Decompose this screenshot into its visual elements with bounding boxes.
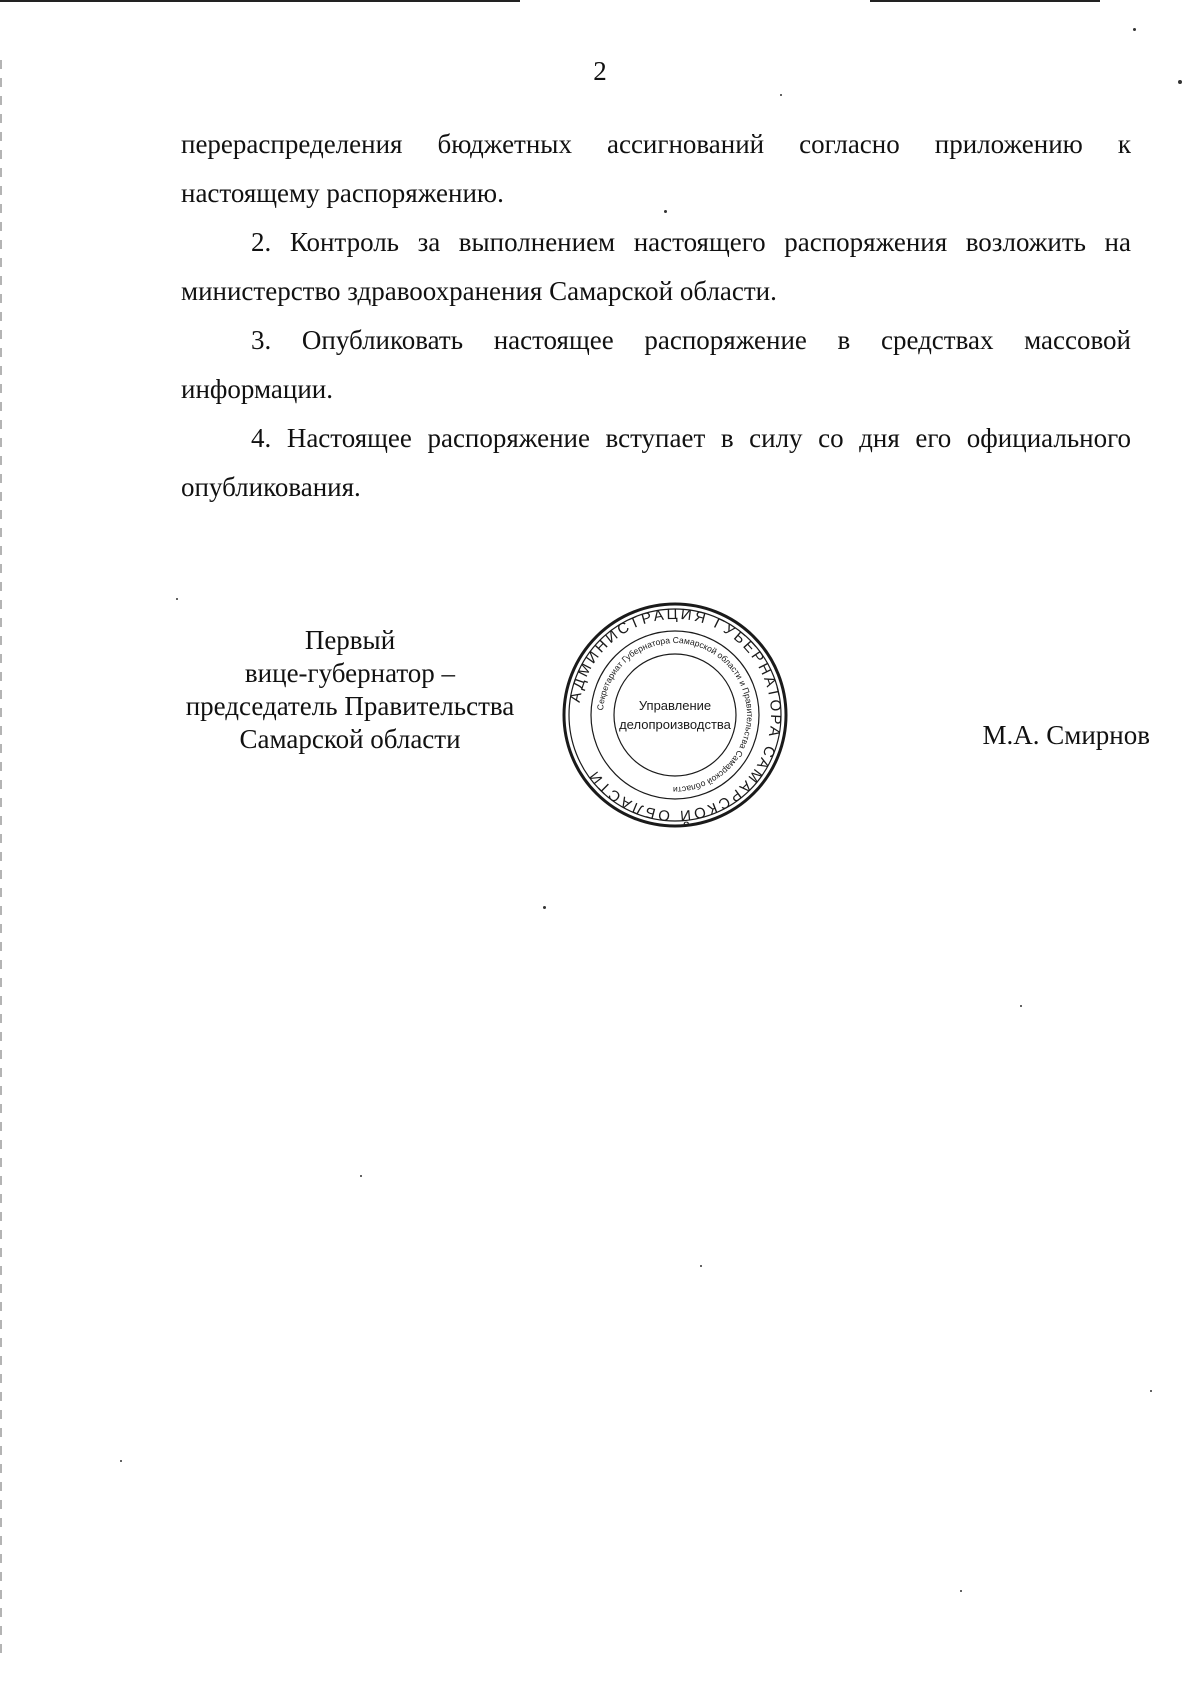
paragraph-item-2: 2. Контроль за выполнением настоящего распоряжения возложить на министерство здравоохранения Самарской области.	[181, 227, 1131, 306]
official-seal-stamp	[560, 600, 790, 830]
scan-speck	[120, 1460, 122, 1462]
seal-center-line-2: делопроизводства	[619, 717, 731, 732]
signer-title-line: Первый	[304, 625, 396, 655]
scan-speck	[176, 598, 178, 600]
signer-title-line: вице-губернатор –	[244, 658, 456, 688]
seal-inner-ring-text: Секретариат Губернатора Самарской области и Правительства Самарской области	[595, 634, 756, 796]
page-number: 2	[593, 56, 607, 86]
scan-left-edge	[0, 60, 2, 1660]
seal-center-line-1: Управление	[638, 698, 712, 713]
seal-outer-text: АДМИНИСТРАЦИЯ ГУБЕРНАТОРА САМАРСКОЙ ОБЛАСТИ	[566, 605, 785, 825]
paragraph-item-4: 4. Настоящее распоряжение вступает в силу со дня его официального опубликования.	[181, 423, 1131, 502]
scan-top-edge	[0, 0, 520, 2]
scan-speck	[360, 1175, 362, 1177]
signer-title	[150, 624, 550, 756]
scan-speck	[780, 94, 782, 96]
scan-speck	[1133, 28, 1136, 31]
paragraph-item-3: 3. Опубликовать настоящее распоряжение в средствах массовой информации.	[181, 325, 1131, 404]
scan-speck	[960, 1590, 962, 1592]
scan-speck	[700, 1265, 702, 1267]
scan-speck	[664, 210, 667, 213]
signer-title-line: председатель Правительства	[185, 691, 515, 721]
signer-title-line: Самарской области	[239, 724, 461, 754]
scan-speck	[1020, 1005, 1022, 1007]
paragraph-continued: перераспределения бюджетных ассигнований согласно приложению к настоящему распоряжению.	[181, 129, 1131, 208]
document-body	[181, 120, 1131, 512]
signer-name: М.А. Смирнов	[982, 720, 1150, 750]
scan-speck	[1178, 80, 1182, 84]
scan-speck	[543, 906, 546, 909]
scan-speck	[1150, 1390, 1152, 1392]
scan-top-edge-right	[870, 0, 1100, 2]
